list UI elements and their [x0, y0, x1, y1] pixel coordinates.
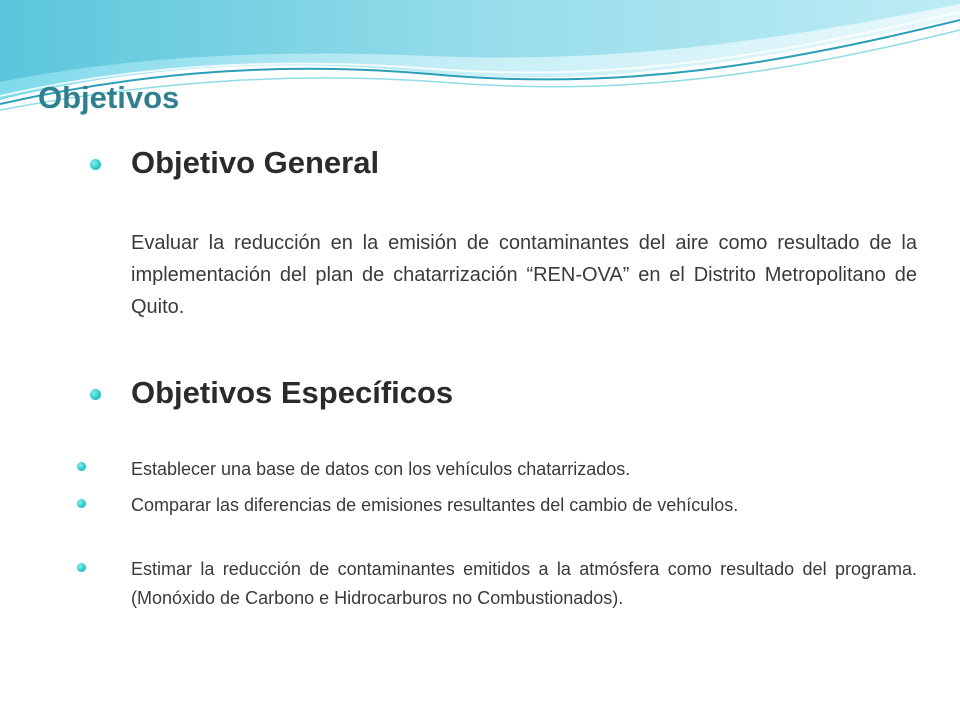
bullet-icon [77, 499, 86, 508]
specific-objectives-heading: Objetivos Específicos [131, 375, 454, 410]
bullet-icon [77, 563, 86, 572]
bullet-icon [77, 462, 86, 471]
specific-objective-item: Establecer una base de datos con los vehículos chatarrizados. [131, 459, 631, 479]
bullet-icon [90, 389, 101, 400]
bullet-icon [90, 159, 101, 170]
slide-title: Objetivos [38, 80, 180, 115]
specific-objective-item: Estimar la reducción de contaminantes emitidos a la atmósfera como resultado del programa. (Monóxido de Carbono e Hidrocarburos no Combustionados). [131, 559, 917, 608]
general-objective-heading: Objetivo General [131, 145, 380, 180]
specific-objective-item: Comparar las diferencias de emisiones resultantes del cambio de vehículos. [131, 495, 739, 515]
general-objective-text: Evaluar la reducción en la emisión de contaminantes del aire como resultado de la implementación del plan de chatarrización “REN-OVA” en el Distrito Metropolitano de Quito. [131, 232, 917, 318]
